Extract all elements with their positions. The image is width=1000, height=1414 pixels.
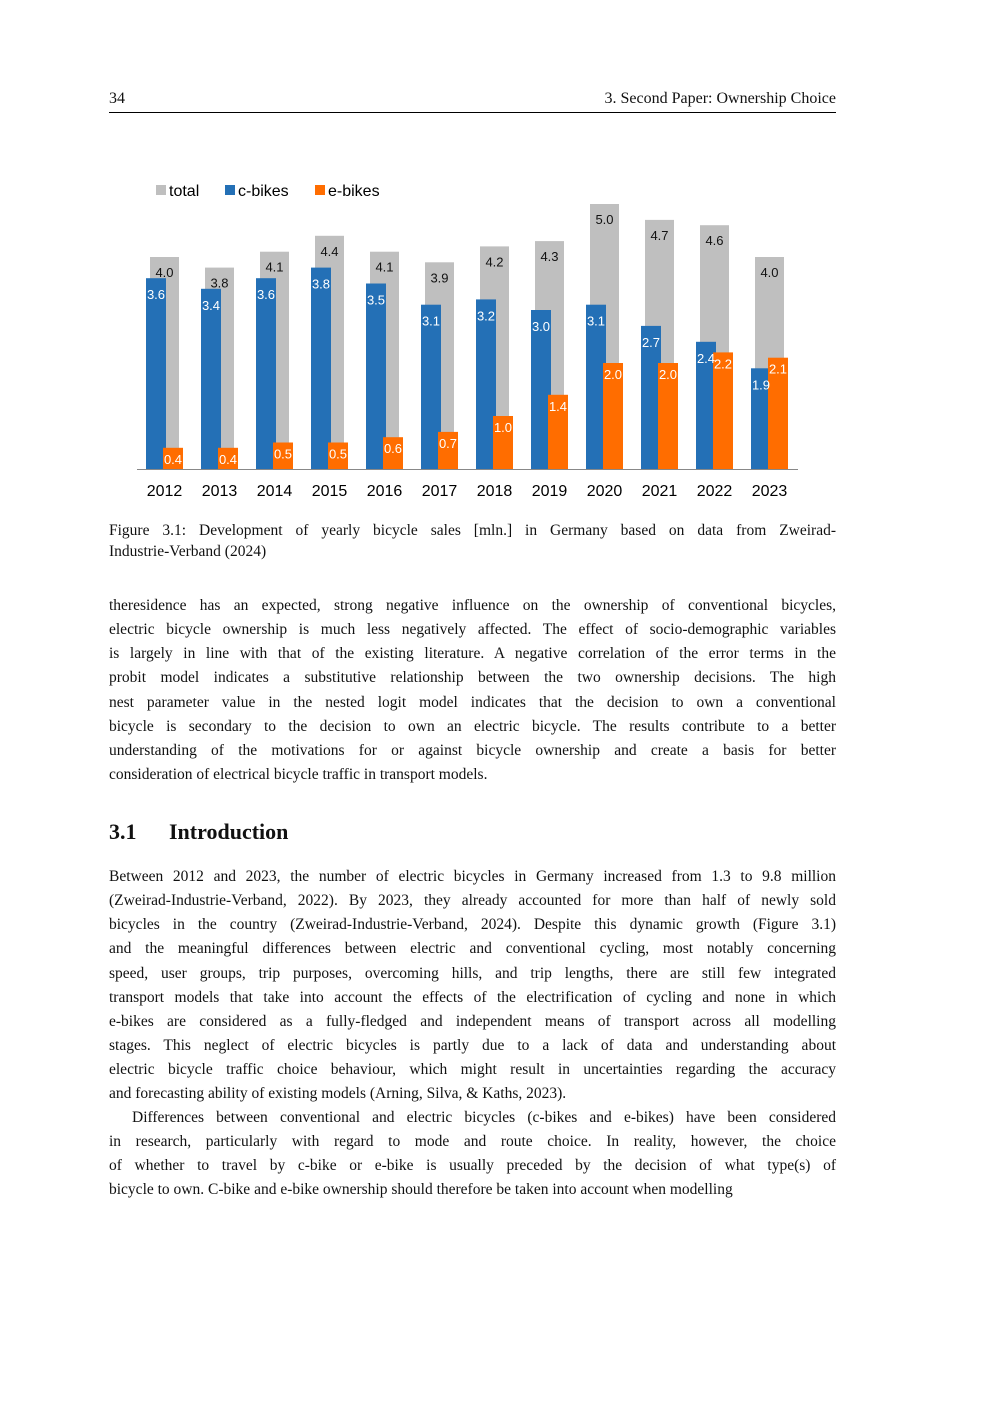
x-tick-label: 2019 xyxy=(531,483,568,500)
text-line: bicycle to own. C-bike and e-bike ownership should therefore be taken into account when modelling xyxy=(109,1181,733,1199)
e-bikes-data-label: 1.0 xyxy=(493,420,513,435)
x-tick-label: 2014 xyxy=(256,483,293,500)
legend-label-c-bikes: c-bikes xyxy=(238,183,289,200)
text-line: Between 2012 and 2023, the number of electric bicycles in Germany increased from 1.3 to 9.8 million xyxy=(109,868,836,885)
c-bikes-data-label: 3.1 xyxy=(586,313,606,329)
total-data-label: 4.0 xyxy=(760,265,779,280)
e-bikes-data-label: 0.4 xyxy=(218,451,238,467)
figure-caption xyxy=(109,520,836,562)
c-bikes-data-label: 1.9 xyxy=(751,377,771,393)
e-bikes-data-label: 1.4 xyxy=(548,398,568,414)
text-line: e-bikes are considered as a fully-fledged and independent means of transport across all modelling xyxy=(109,1012,836,1030)
x-tick-label: 2015 xyxy=(311,483,348,500)
total-data-label: 4.2 xyxy=(485,254,504,270)
e-bikes-data-label: 0.5 xyxy=(273,446,293,462)
x-tick-label: 2016 xyxy=(366,483,403,500)
text-line: (Zweirad-Industrie-Verband, 2022). By 2023, they already accounted for more than half of newly sold xyxy=(109,892,836,910)
total-data-label: 3.9 xyxy=(430,270,449,286)
e-bikes-data-label: 0.4 xyxy=(163,451,183,467)
c-bikes-data-label: 3.2 xyxy=(476,308,496,324)
c-bikes-data-label: 2.4 xyxy=(696,350,716,366)
text-line: probit model indicates a substitutive relationship between the two ownership decisions. The high xyxy=(109,669,836,687)
x-tick-label: 2013 xyxy=(201,483,238,500)
e-bikes-data-label: 2.2 xyxy=(713,356,733,372)
x-tick-label: 2018 xyxy=(476,483,513,500)
text-line: understanding of the motivations for or against bicycle ownership and create a basis for better xyxy=(109,741,836,759)
total-data-label: 4.1 xyxy=(265,259,284,275)
x-tick-label: 2012 xyxy=(146,483,183,500)
legend-swatch-c-bikes xyxy=(225,185,235,195)
text-line: transport models that take into account the effects of the electrification of cycling and none in which xyxy=(109,988,836,1006)
x-tick-label: 2020 xyxy=(586,483,623,500)
text-line: Differences between conventional and electric bicycles (c-bikes and e-bikes) have been considered xyxy=(132,1109,836,1126)
section-heading xyxy=(109,819,288,845)
c-bikes-data-label: 3.4 xyxy=(201,297,221,313)
legend-label-total: total xyxy=(169,183,200,200)
c-bikes-data-label: 2.7 xyxy=(641,334,661,350)
x-tick-label: 2017 xyxy=(421,483,458,500)
e-bikes-data-label: 0.7 xyxy=(438,435,458,451)
page-number: 34 xyxy=(109,90,125,107)
c-bikes-data-label: 3.6 xyxy=(256,287,276,303)
paragraph-3 xyxy=(109,1106,836,1203)
total-data-label: 4.4 xyxy=(320,243,339,259)
e-bikes-data-label: 2.1 xyxy=(768,361,788,377)
text-line: speed, user groups, trip purposes, overcoming hills, and trip lengths, there are still few integrated xyxy=(109,964,836,982)
caption-line: Industrie-Verband (2024) xyxy=(109,543,267,560)
caption-line: Figure 3.1: Development of yearly bicycle sales [mln.] in Germany based on data from Zweirad- xyxy=(109,522,836,539)
text-line: theresidence has an expected, strong negative influence on the ownership of conventional bicycles, xyxy=(109,597,836,614)
x-tick-label: 2022 xyxy=(696,483,733,500)
c-bikes-data-label: 3.8 xyxy=(311,276,331,292)
text-line: electric bicycle traffic choice behaviour, which might result in uncertainties regarding the accuracy xyxy=(109,1061,836,1079)
c-bikes-data-label: 3.1 xyxy=(421,313,441,329)
legend-label-e-bikes: e-bikes xyxy=(328,183,380,200)
total-data-label: 4.0 xyxy=(155,265,174,280)
total-data-label: 4.1 xyxy=(375,259,394,275)
e-bikes-data-label: 0.6 xyxy=(383,441,403,457)
text-line: and forecasting ability of existing models (Arning, Silva, & Kaths, 2023). xyxy=(109,1085,567,1103)
text-line: is largely in line with that of the existing literature. A negative correlation of the error terms in the xyxy=(109,645,836,663)
text-line: nest parameter value in the nested logit model indicates that the decision to own a conventional xyxy=(109,693,836,711)
bicycle-sales-chart xyxy=(0,0,1000,520)
e-bikes-data-label: 2.0 xyxy=(603,367,623,382)
c-bikes-bar xyxy=(311,268,331,469)
legend-swatch-total xyxy=(156,185,166,195)
text-line: stages. This neglect of electric bicycles is partly due to a lack of data and understanding about xyxy=(109,1037,836,1055)
text-line: in research, particularly with regard to mode and route choice. In reality, however, the choice xyxy=(109,1133,836,1151)
x-tick-label: 2021 xyxy=(641,483,678,500)
chapter-title: 3. Second Paper: Ownership Choice xyxy=(604,90,836,107)
total-data-label: 4.3 xyxy=(540,249,559,265)
total-data-label: 3.8 xyxy=(210,275,229,291)
e-bikes-data-label: 2.0 xyxy=(658,367,678,382)
c-bikes-bar xyxy=(201,289,221,469)
legend-swatch-e-bikes xyxy=(315,185,325,195)
e-bikes-data-label: 0.5 xyxy=(328,446,348,462)
text-line: and the meaningful differences between electric and conventional cycling, most notably concerning xyxy=(109,940,836,958)
section-number: 3.1 xyxy=(109,819,137,844)
c-bikes-data-label: 3.0 xyxy=(531,319,551,334)
text-line: of whether to travel by c-bike or e-bike is usually preceded by the decision of what type(s) of xyxy=(109,1157,836,1175)
total-data-label: 4.7 xyxy=(650,227,669,243)
text-line: bicycle is secondary to the decision to own an electric bicycle. The results contribute to a better xyxy=(109,717,836,735)
total-data-label: 4.6 xyxy=(705,233,724,249)
total-data-label: 5.0 xyxy=(595,212,614,227)
text-line: bicycles in the country (Zweirad-Industrie-Verband, 2024). Despite this dynamic growth (Figure 3.1) xyxy=(109,916,836,934)
c-bikes-bar xyxy=(256,278,276,469)
c-bikes-data-label: 3.5 xyxy=(366,292,386,308)
section-title: Introduction xyxy=(169,819,289,844)
text-line: consideration of electrical bicycle traffic in transport models. xyxy=(109,766,488,784)
text-line: electric bicycle ownership is much less negatively affected. The effect of socio-demographic variables xyxy=(109,621,836,639)
paragraph-2 xyxy=(109,865,836,1107)
paragraph-1 xyxy=(109,594,836,787)
c-bikes-bar xyxy=(146,278,166,469)
x-tick-label: 2023 xyxy=(751,483,788,500)
c-bikes-data-label: 3.6 xyxy=(146,287,166,303)
